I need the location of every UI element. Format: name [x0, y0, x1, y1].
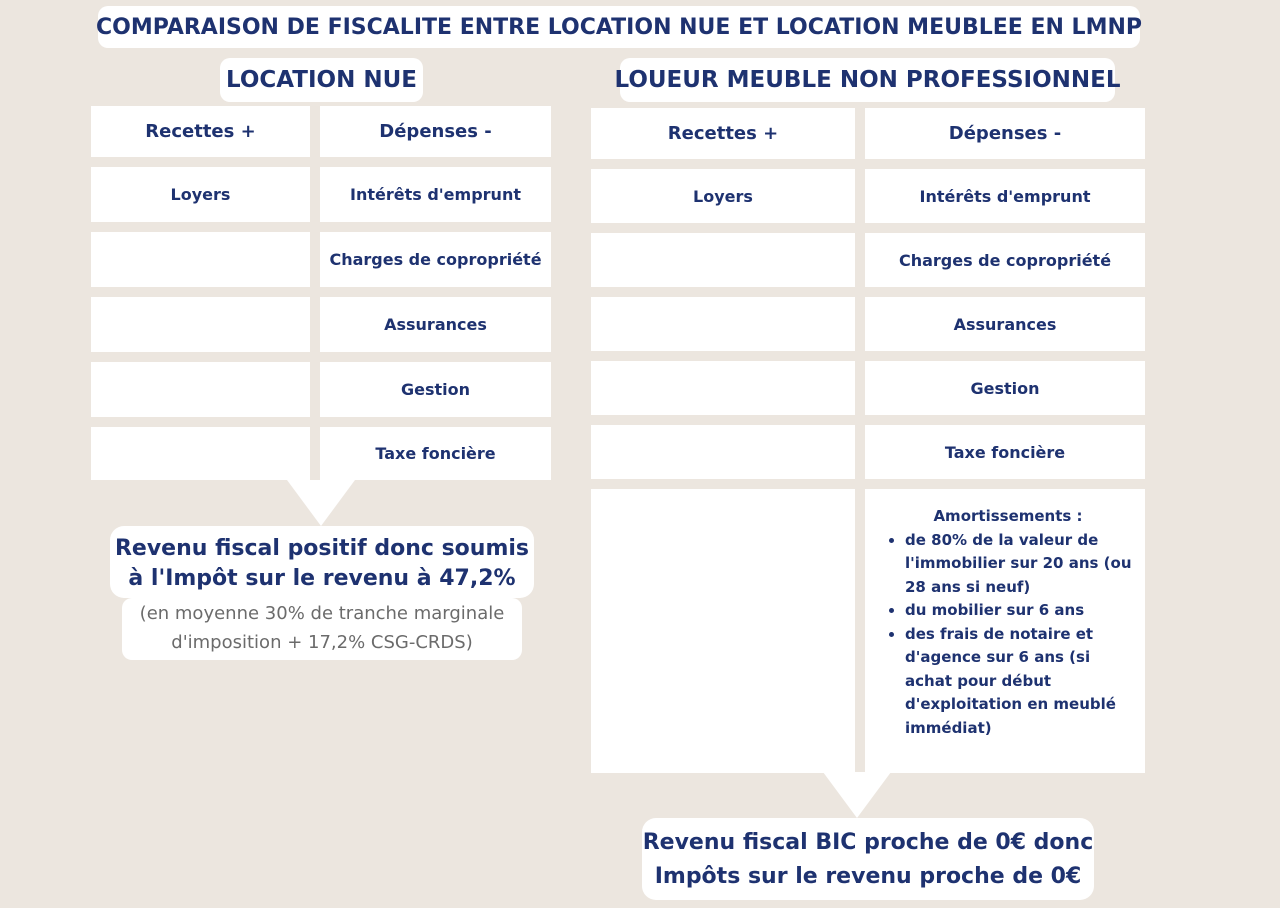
right-depense-cell: Charges de copropriété	[865, 233, 1145, 287]
left-depense-cell: Gestion	[320, 362, 551, 417]
right-recette-cell	[591, 425, 855, 479]
amortissement-item: • des frais de notaire et d'agence sur 6 ans (si achat pour début d'exploitation en meublé immédiat)	[905, 623, 1137, 741]
right-result-line: Impôts sur le revenu proche de 0€	[654, 864, 1082, 889]
right-depense-cell: Intérêts d'emprunt	[865, 169, 1145, 223]
right-result-bubble	[642, 818, 1094, 900]
left-heading: LOCATION NUE	[220, 58, 423, 102]
right-col-header-recettes: Recettes +	[591, 108, 855, 159]
left-col-header-recettes: Recettes +	[91, 106, 310, 157]
left-result-line: à l'Impôt sur le revenu à 47,2%	[128, 566, 516, 591]
right-depense-cell: Taxe foncière	[865, 425, 1145, 479]
right-recette-cell-empty	[591, 489, 855, 773]
left-depense-cell: Assurances	[320, 297, 551, 352]
right-result-line: Revenu fiscal BIC proche de 0€ donc	[642, 830, 1094, 855]
left-depense-cell: Charges de copropriété	[320, 232, 551, 287]
left-result-line: Revenu fiscal positif donc soumis	[114, 536, 530, 561]
right-heading: LOUEUR MEUBLE NON PROFESSIONNEL	[620, 58, 1115, 102]
right-recette-cell	[591, 297, 855, 351]
left-result-pointer	[287, 480, 355, 526]
right-result-pointer	[823, 772, 891, 818]
left-note-line: d'imposition + 17,2% CSG-CRDS)	[171, 632, 473, 653]
left-depense-cell: Intérêts d'emprunt	[320, 167, 551, 222]
right-recette-cell	[591, 361, 855, 415]
right-recette-cell	[591, 233, 855, 287]
left-note-line: (en moyenne 30% de tranche marginale	[139, 603, 505, 624]
right-depense-cell: Gestion	[865, 361, 1145, 415]
left-col-header-depenses: Dépenses -	[320, 106, 551, 157]
right-recette-cell: Loyers	[591, 169, 855, 223]
page-title: COMPARAISON DE FISCALITE ENTRE LOCATION NUE ET LOCATION MEUBLEE EN LMNP	[98, 6, 1140, 48]
left-recette-cell	[91, 297, 310, 352]
right-depense-cell: Assurances	[865, 297, 1145, 351]
left-result-bubble	[110, 526, 534, 598]
left-recette-cell: Loyers	[91, 167, 310, 222]
amortissement-item: • du mobilier sur 6 ans	[905, 599, 1137, 623]
left-recette-cell	[91, 232, 310, 287]
left-recette-cell	[91, 362, 310, 417]
left-recette-cell	[91, 427, 310, 480]
right-col-header-depenses: Dépenses -	[865, 108, 1145, 159]
left-depense-cell: Taxe foncière	[320, 427, 551, 480]
amortissements-list	[879, 529, 1137, 741]
amortissement-item: • de 80% de la valeur de l'immobilier sur 20 ans (ou 28 ans si neuf)	[905, 529, 1137, 600]
left-result-note	[122, 598, 522, 660]
amortissements-title: Amortissements :	[933, 507, 1083, 525]
amortissements-cell	[865, 489, 1145, 773]
